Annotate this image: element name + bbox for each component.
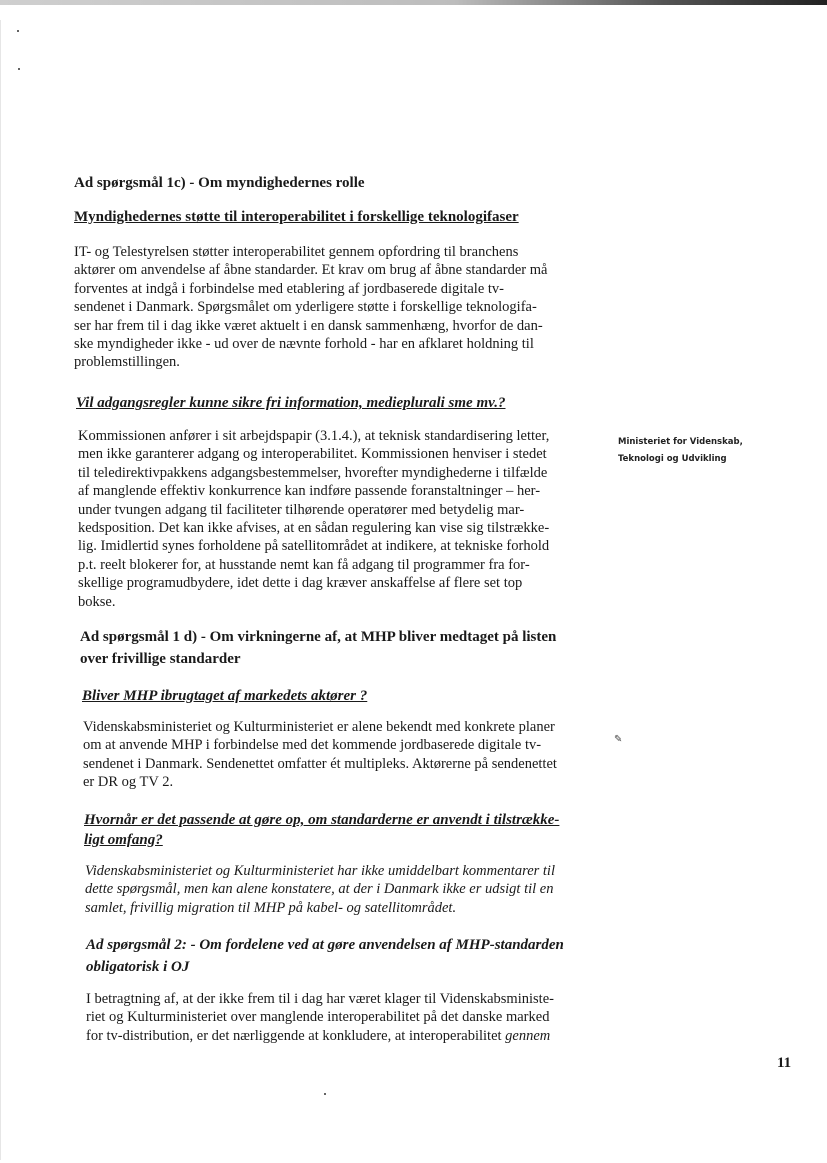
section-1d-subheading-2 [84,810,559,850]
text-line: ser har frem til i dag ikke været aktuelt i en dansk sammenhæng, hvorfor de dan- [74,317,543,334]
page-number: 11 [777,1055,792,1071]
ministry-name-line: Teknologi og Udvikling [618,454,727,464]
scan-speck [324,1093,326,1095]
text-line: forventes at indgå i forbindelse med etablering af jordbaserede digitale tv- [74,280,505,297]
subheading [84,810,559,850]
text-line: om at anvende MHP i forbindelse med det kommende jordbaserede digitale tv- [83,737,542,754]
paragraph [83,718,557,792]
ministry-name-line: Ministeriet for Videnskab, [618,437,743,447]
subheading-line: ligt omfang? [84,832,163,848]
section-heading: Ad spørgsmål 1c) - Om myndighedernes rolle [74,175,365,191]
section-1d [80,626,556,670]
text-line: aktører om anvendelse af åbne standarder. Et krav om brug af åbne standarder må [74,262,548,279]
text-fragment-italic: gennem [505,1027,551,1044]
section-1d-subheading [82,686,367,706]
text-line: lig. Imidlertid synes forholdene på satellitområdet at indikere, at tekniske forhold [78,538,550,555]
section-access-rules-paragraph [78,427,549,611]
ministry-sidebar-label [618,434,743,468]
text-line: under tvungen adgang til faciliteter tilhørende operatører med betydelig mar- [78,501,525,518]
scan-speck [17,30,19,32]
section-1c-subheading-block [74,207,519,227]
scan-mark: ✎ [614,734,623,745]
section-1c [74,172,365,194]
section-1d-italic-paragraph [85,862,555,917]
subheading: Myndighedernes støtte til interoperabilitet i forskellige teknologifaser [74,209,519,225]
paragraph [85,862,555,917]
heading-line: Ad spørgsmål 2: - Om fordelene ved at gøre anvendelsen af MHP-standarden [86,937,564,953]
text-line: men ikke garanterer adgang og interoperabilitet. Kommissionen henviser i stedet [78,446,547,463]
section-2-paragraph [86,990,554,1045]
text-line: riet og Kulturministeriet over manglende interoperabilitet på det danske marked [86,1009,550,1026]
heading-line: obligatorisk i OJ [86,959,190,975]
text-line: p.t. reelt blokerer for, at husstande nemt kan få adgang til programmer fra for- [78,556,530,573]
text-line: IT- og Telestyrelsen støtter interoperabilitet gennem opfordring til branchens [74,244,519,260]
heading-line: over frivillige standarder [80,651,241,667]
paragraph [74,243,547,372]
text-fragment: for tv-distribution, er det nærliggende at konkludere, at interoperabilitet [86,1027,502,1044]
text-line: dette spørgsmål, men kan alene konstatere, at der i Danmark ikke er udsigt til en [85,881,554,898]
text-line: Videnskabsministeriet og Kulturministeriet har ikke umiddelbart kommentarer til [85,863,555,879]
section-heading [86,934,564,978]
text-line: skellige programudbydere, idet dette i dag kræver anskaffelse af flere set top [78,575,523,592]
text-line: samlet, frivillig migration til MHP på kabel- og satellitområdet. [85,899,457,916]
section-2 [86,934,564,978]
text-line: sendenet i Danmark. Spørgsmålet om yderligere støtte i forskellige teknologifa- [74,299,537,316]
subheading-line: Hvornår er det passende at gøre op, om standarderne er anvendt i tilstrække- [84,812,560,828]
section-heading [80,626,556,670]
text-line: af manglende effektiv konkurrence kan indføre passende foranstaltninger – her- [78,483,541,500]
text-line: ske myndigheder ikke - ud over de nævnte forhold - har en afklaret holdning til [74,336,534,353]
paragraph [86,990,554,1045]
text-line: er DR og TV 2. [83,774,174,791]
section-access-rules-subheading [76,393,506,413]
scan-speck [18,68,20,70]
text-line: kedsposition. Det kan ikke afvises, at en sådan regulering kan vise sig tilstrække- [78,520,550,537]
text-line: Kommissionen anfører i sit arbejdspapir (3.1.4.), at teknisk standardisering letter, [78,428,550,444]
subheading: Vil adgangsregler kunne sikre fri information, medieplurali sme mv.? [76,395,506,411]
text-line: sendenet i Danmark. Sendenettet omfatter ét multipleks. Aktørerne på sendenettet [83,755,557,772]
section-1d-paragraph [83,718,557,792]
subheading: Bliver MHP ibrugtaget af markedets aktører ? [82,688,368,704]
paragraph [78,427,549,611]
heading-line: Ad spørgsmål 1 d) - Om virkningerne af, at MHP bliver medtaget på listen [80,629,557,645]
scan-top-border [0,0,827,5]
text-line: bokse. [78,593,116,610]
text-line: problemstillingen. [74,354,180,371]
text-line [86,1027,554,1045]
section-1c-paragraph [74,243,547,372]
text-line: I betragtning af, at der ikke frem til i dag har været klager til Videnskabsministe- [86,991,554,1007]
text-line: til teledirektivpakkens adgangsbestemmelser, hvorefter myndighederne i tilfælde [78,464,548,481]
scan-left-edge [0,20,1,1160]
text-line: Videnskabsministeriet og Kulturministeriet er alene bekendt med konkrete planer [83,719,555,735]
